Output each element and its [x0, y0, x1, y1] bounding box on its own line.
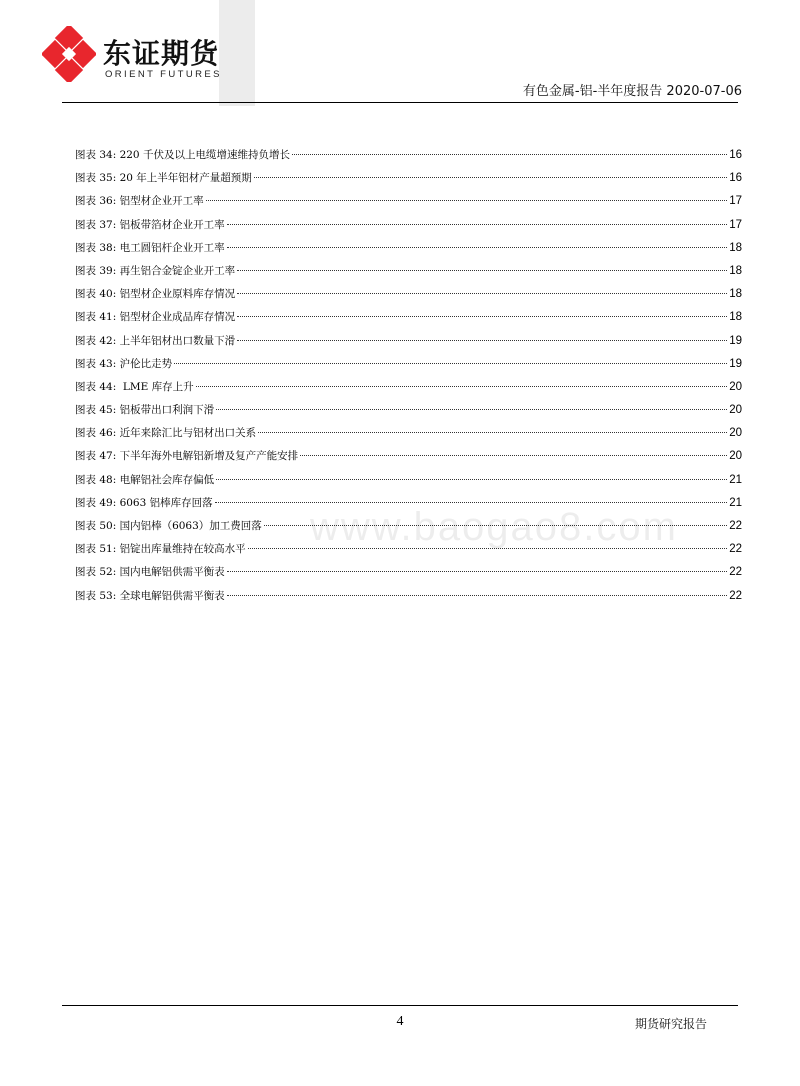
toc-entry-label: 图表 41: 铝型材企业成品库存情况 — [75, 311, 236, 324]
toc-entry[interactable] — [75, 472, 742, 495]
header-divider — [62, 102, 738, 103]
toc-entry[interactable] — [75, 564, 742, 587]
toc-entry[interactable] — [75, 379, 742, 402]
toc-entry-page: 18 — [729, 241, 742, 254]
toc-entry[interactable] — [75, 286, 742, 309]
toc-entry-page: 20 — [729, 404, 742, 417]
toc-leader-dots — [227, 595, 728, 596]
logo-mark-icon — [42, 26, 96, 82]
toc-entry-label: 图表 38: 电工圆铝杆企业开工率 — [75, 241, 225, 254]
toc-entry[interactable] — [75, 170, 742, 193]
company-logo — [42, 26, 222, 86]
toc-entry[interactable] — [75, 333, 742, 356]
toc-entry-label: 图表 35: 20 年上半年铝材产量超预期 — [75, 172, 252, 185]
toc-entry-page: 16 — [729, 172, 742, 185]
watermark: www.baogao8.com — [310, 505, 678, 549]
toc-entry-page: 19 — [729, 334, 742, 347]
toc-entry-label: 图表 43: 沪伦比走势 — [75, 357, 173, 370]
logo-english-name: ORIENT FUTURES — [105, 69, 222, 80]
toc-entry-label: 图表 51: 铝锭出库量维持在较高水平 — [75, 543, 246, 556]
toc-leader-dots — [174, 363, 727, 364]
toc-entry-page: 20 — [729, 427, 742, 440]
toc-entry-label: 图表 44: LME 库存上升 — [75, 380, 194, 393]
toc-leader-dots — [196, 386, 728, 387]
toc-entry[interactable] — [75, 588, 742, 611]
toc-leader-dots — [206, 200, 728, 201]
footer-label: 期货研究报告 — [634, 1017, 707, 1031]
toc-entry-page: 17 — [729, 218, 742, 231]
toc-entry-page: 20 — [729, 450, 742, 463]
toc-entry[interactable] — [75, 193, 742, 216]
toc-leader-dots — [227, 571, 728, 572]
logo-chinese-name: 东证期货 — [103, 37, 220, 70]
toc-entry[interactable] — [75, 240, 742, 263]
toc-leader-dots — [292, 154, 727, 155]
toc-entry-page: 17 — [729, 195, 742, 208]
toc-entry-label: 图表 47: 下半年海外电解铝新增及复产产能安排 — [75, 450, 299, 463]
toc-entry-page: 18 — [729, 288, 742, 301]
toc-entry-page: 16 — [729, 149, 742, 161]
toc-leader-dots — [237, 316, 727, 317]
toc-leader-dots — [227, 247, 728, 248]
header-band — [219, 0, 255, 106]
toc-leader-dots — [227, 224, 728, 225]
footer-divider — [62, 1005, 738, 1006]
toc-entry-page: 22 — [729, 566, 742, 579]
toc-leader-dots — [254, 177, 727, 178]
toc-entry-page: 19 — [729, 357, 742, 370]
toc-entry[interactable] — [75, 309, 742, 332]
toc-entry-label: 图表 40: 铝型材企业原料库存情况 — [75, 288, 236, 301]
toc-leader-dots — [237, 340, 727, 341]
report-title: 有色金属-铝-半年度报告 2020-07-06 — [522, 84, 742, 99]
toc-entry[interactable] — [75, 425, 742, 448]
toc-entry-label: 图表 50: 国内铝棒（6063）加工费回落 — [75, 520, 262, 532]
toc-entry[interactable] — [75, 448, 742, 471]
toc-entry-label: 图表 48: 电解铝社会库存偏低 — [75, 473, 215, 486]
toc-leader-dots — [258, 432, 727, 433]
toc-entry-label: 图表 45: 铝板带出口利润下滑 — [75, 404, 215, 417]
toc-entry-label: 图表 46: 近年来除汇比与铝材出口关系 — [75, 427, 257, 440]
toc-leader-dots — [300, 455, 727, 456]
toc-entry-label: 图表 42: 上半年铝材出口数量下滑 — [75, 334, 236, 347]
toc-entry-label: 图表 37: 铝板带箔材企业开工率 — [75, 218, 225, 231]
toc-entry-label: 图表 53: 全球电解铝供需平衡表 — [75, 589, 225, 602]
toc-leader-dots — [237, 293, 727, 294]
toc-entry-page: 20 — [729, 380, 742, 393]
toc-entry-label: 图表 49: 6063 铝棒库存回落 — [75, 496, 213, 509]
toc-entry-page: 18 — [729, 264, 742, 277]
toc-entry[interactable] — [75, 402, 742, 425]
toc-entry-label: 图表 36: 铝型材企业开工率 — [75, 195, 204, 208]
toc-entry-label: 图表 34: 220 千伏及以上电缆增速维持负增长 — [75, 149, 290, 161]
toc-leader-dots — [237, 270, 727, 271]
toc-entry-label: 图表 52: 国内电解铝供需平衡表 — [75, 566, 225, 579]
toc-leader-dots — [216, 409, 727, 410]
toc-entry-page: 18 — [729, 311, 742, 324]
toc-entry[interactable] — [75, 147, 742, 170]
toc-entry-label: 图表 39: 再生铝合金锭企业开工率 — [75, 264, 236, 277]
toc-entry-page: 21 — [729, 496, 742, 509]
toc-entry[interactable] — [75, 217, 742, 240]
toc-entry-page: 21 — [729, 473, 742, 486]
toc-leader-dots — [216, 479, 727, 480]
toc-entry[interactable] — [75, 263, 742, 286]
page-number: 4 — [396, 1014, 404, 1029]
toc-leader-dots — [215, 502, 728, 503]
toc-entry-page: 22 — [729, 543, 742, 556]
toc-entry[interactable] — [75, 356, 742, 379]
toc-entry-page: 22 — [729, 589, 742, 602]
toc-entry-page: 22 — [729, 520, 742, 532]
